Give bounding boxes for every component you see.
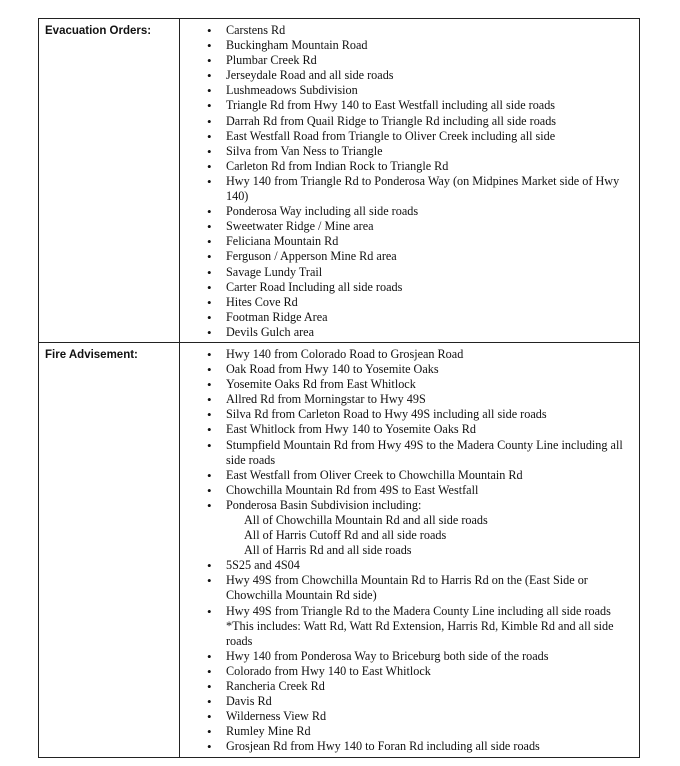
evacuation-orders-label: Evacuation Orders:	[39, 19, 180, 343]
list-item: • Chowchilla Mountain Rd from 49S to East Westfall	[180, 483, 635, 498]
evacuation-orders-cell	[180, 19, 640, 343]
list-item: • Hwy 140 from Ponderosa Way to Briceburg both side of the roads	[180, 649, 635, 664]
list-item: • Ponderosa Basin Subdivision including:	[180, 498, 635, 513]
list-item: • Silva from Van Ness to Triangle	[180, 144, 635, 159]
fire-advisement-row	[39, 342, 640, 757]
list-item: • Hwy 140 from Triangle Rd to Ponderosa Way (on Midpines Market side of Hwy 140)	[180, 174, 635, 204]
list-item: • Yosemite Oaks Rd from East Whitlock	[180, 377, 635, 392]
list-item: • Footman Ridge Area	[180, 310, 635, 325]
list-item: • Rancheria Creek Rd	[180, 679, 635, 694]
list-item: • East Westfall Road from Triangle to Oliver Creek including all side	[180, 129, 635, 144]
list-item: • East Whitlock from Hwy 140 to Yosemite Oaks Rd	[180, 422, 635, 437]
list-item: • Wilderness View Rd	[180, 709, 635, 724]
list-item: • Triangle Rd from Hwy 140 to East Westfall including all side roads	[180, 98, 635, 113]
list-item: • Allred Rd from Morningstar to Hwy 49S	[180, 392, 635, 407]
list-item: • Colorado from Hwy 140 to East Whitlock	[180, 664, 635, 679]
list-item: • Ferguson / Apperson Mine Rd area	[180, 249, 635, 264]
list-item: • Stumpfield Mountain Rd from Hwy 49S to the Madera County Line including all side roads	[180, 438, 635, 468]
list-item: • Rumley Mine Rd	[180, 724, 635, 739]
fire-advisement-label: Fire Advisement:	[39, 342, 180, 757]
list-item: • Darrah Rd from Quail Ridge to Triangle Rd including all side roads	[180, 114, 635, 129]
list-item: • Hwy 49S from Chowchilla Mountain Rd to Harris Rd on the (East Side or Chowchilla Mountain Rd side)	[180, 573, 635, 603]
list-item: • Carleton Rd from Indian Rock to Triangle Rd	[180, 159, 635, 174]
sub-list-item: All of Harris Cutoff Rd and all side roads	[244, 528, 447, 543]
list-item: • Savage Lundy Trail	[180, 265, 635, 280]
list-item: • Oak Road from Hwy 140 to Yosemite Oaks	[180, 362, 635, 377]
sub-list-item: All of Chowchilla Mountain Rd and all side roads	[244, 513, 488, 527]
list-item: • Silva Rd from Carleton Road to Hwy 49S including all side roads	[180, 407, 635, 422]
list-item: • Grosjean Rd from Hwy 140 to Foran Rd including all side roads	[180, 739, 635, 754]
road-status-table	[38, 18, 640, 758]
list-item: • Devils Gulch area	[180, 325, 635, 340]
list-item: • Plumbar Creek Rd	[180, 53, 635, 68]
list-item: • Carstens Rd	[180, 23, 635, 38]
list-item: • 5S25 and 4S04	[180, 558, 635, 573]
sub-list-item: All of Harris Rd and all side roads	[244, 543, 412, 558]
list-item: • Jerseydale Road and all side roads	[180, 68, 635, 83]
list-item: • East Westfall from Oliver Creek to Chowchilla Mountain Rd	[180, 468, 635, 483]
evacuation-orders-list	[180, 23, 635, 340]
list-item: • Feliciana Mountain Rd	[180, 234, 635, 249]
list-item: • Hites Cove Rd	[180, 295, 635, 310]
fire-advisement-list	[180, 347, 635, 755]
list-item: • Davis Rd	[180, 694, 635, 709]
list-item: • Buckingham Mountain Road	[180, 38, 635, 53]
list-item: • Ponderosa Way including all side roads	[180, 204, 635, 219]
list-item: • Carter Road Including all side roads	[180, 280, 635, 295]
list-item: • Hwy 140 from Colorado Road to Grosjean Road	[180, 347, 635, 362]
fire-advisement-cell	[180, 342, 640, 757]
list-item: • Lushmeadows Subdivision	[180, 83, 635, 98]
list-item: • Sweetwater Ridge / Mine area	[180, 219, 635, 234]
list-item: • Hwy 49S from Triangle Rd to the Madera County Line including all side roads *This includes: Watt Rd, Watt Rd Extension, Harris Rd, Kimble Rd and all side roads	[180, 604, 635, 649]
evacuation-orders-row	[39, 19, 640, 343]
